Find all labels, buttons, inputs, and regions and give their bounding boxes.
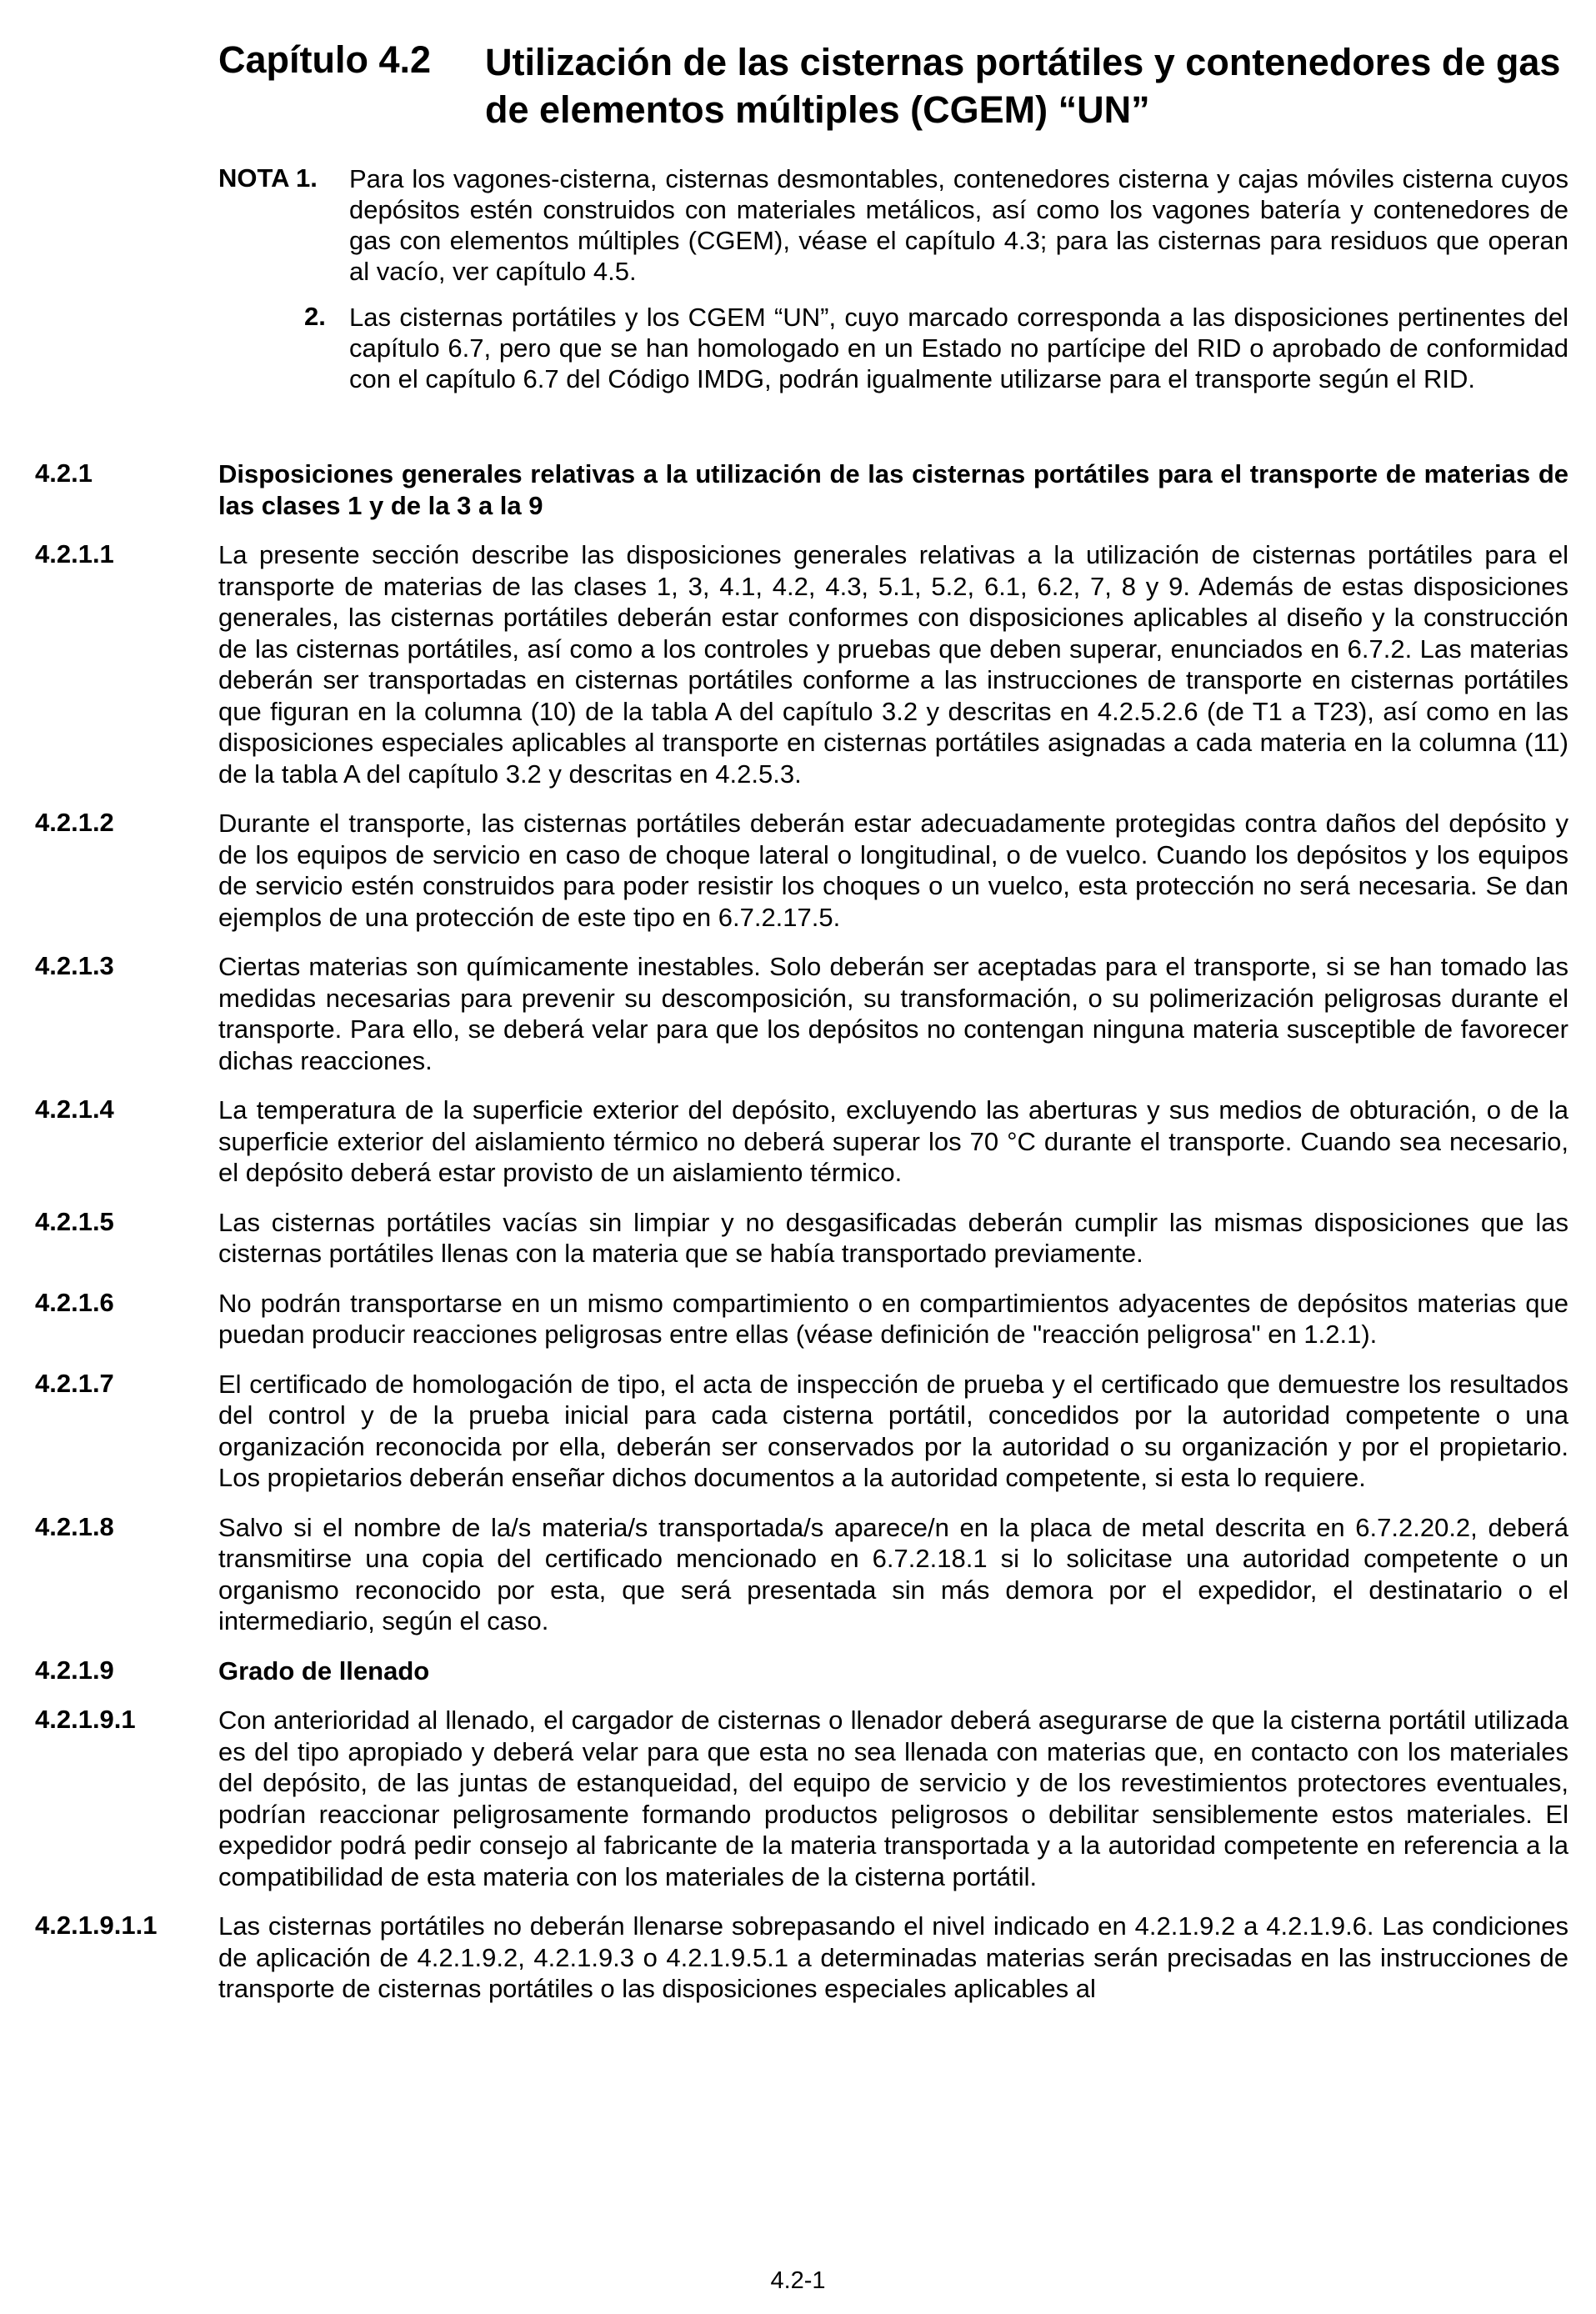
section-heading: Grado de llenado bbox=[218, 1655, 430, 1685]
section-number: 4.2.1.6 bbox=[35, 1287, 114, 1317]
section-number: 4.2.1.3 bbox=[35, 951, 114, 980]
section-4-2-1-2 bbox=[35, 808, 1568, 933]
notes-block bbox=[218, 163, 1568, 409]
section-4-2-1-9-1-1 bbox=[35, 1911, 1568, 2005]
section-4-2-1-3 bbox=[35, 951, 1568, 1076]
section-text: No podrán transportarse en un mismo compartimiento o en compartimientos adyacentes de depósitos materias que puedan producir reacciones peligrosas entre ellas (véase definición de "reacción peligrosa" en 1.2.1). bbox=[218, 1288, 1568, 1349]
section-number: 4.2.1.1 bbox=[35, 539, 114, 568]
note-label: 2. bbox=[304, 302, 326, 331]
section-text: Salvo si el nombre de la/s materia/s transportada/s aparece/n en la placa de metal descrita en 6.7.2.20.2, deberá transmitirse una copia del certificado mencionado en 6.7.2.18.1 si lo solicitase una autoridad competente o un organismo reconocido por esta, que será presentada sin más demora por el expedidor, el destinatario o el intermediario, según el caso. bbox=[218, 1512, 1568, 1635]
section-number: 4.2.1.9.1 bbox=[35, 1705, 136, 1734]
section-4-2-1-6 bbox=[35, 1288, 1568, 1350]
section-4-2-1 bbox=[35, 458, 1568, 521]
sections-list bbox=[35, 458, 1568, 2023]
chapter-title: Utilización de las cisternas portátiles y contenedores de gas de elementos múltiples (CGEM) “UN” bbox=[485, 41, 1561, 131]
section-text: Las cisternas portátiles no deberán llenarse sobrepasando el nivel indicado en 4.2.1.9.2 a 4.2.1.9.6. Las condiciones de aplicación de 4.2.1.9.2, 4.2.1.9.3 o 4.2.1.9.5.1 a determinadas materias serán precisadas en las instrucciones de transporte de cisternas portátiles o las disposiciones especiales aplicables al bbox=[218, 1911, 1568, 2003]
section-text: Durante el transporte, las cisternas portátiles deberán estar adecuadamente protegidas contra daños del depósito y de los equipos de servicio en caso de choque lateral o longitudinal, o de vuelco. Cuando los depósitos y los equipos de servicio estén construidos para poder resistir los choques o un vuelco, esta protección no será necesaria. Se dan ejemplos de una protección de este tipo en 6.7.2.17.5. bbox=[218, 809, 1568, 932]
section-text: La temperatura de la superficie exterior del depósito, excluyendo las aberturas y sus medios de obturación, o de la superficie exterior del aislamiento térmico no deberá superar los 70 °C durante el transporte. Cuando sea necesario, el depósito deberá estar provisto de un aislamiento térmico. bbox=[218, 1095, 1568, 1187]
section-4-2-1-5 bbox=[35, 1207, 1568, 1270]
section-number: 4.2.1.5 bbox=[35, 1206, 114, 1236]
note-item bbox=[218, 302, 1568, 394]
chapter-number: Capítulo 4.2 bbox=[218, 38, 432, 81]
note-item bbox=[218, 163, 1568, 287]
section-text: La presente sección describe las disposiciones generales relativas a la utilización de cisternas portátiles para el transporte de materias de las clases 1, 3, 4.1, 4.2, 4.3, 5.1, 5.2, 6.1, 6.2, 7, 8 y 9. Además de estas disposiciones generales, las cisternas portátiles deberán estar conformes con disposiciones aplicables al diseño y la construcción de las cisternas portátiles, así como a los controles y pruebas que deben superar, enunciados en 6.7.2. Las materias deberán ser transportadas en cisternas portátiles conforme a las instrucciones de transporte en cisternas portátiles que figuran en la columna (10) de la tabla A del capítulo 3.2 y descritas en 4.2.5.2.6 (de T1 a T23), así como en las disposiciones especiales aplicables al transporte en cisternas portátiles asignadas a cada materia en la columna (11) de la tabla A del capítulo 3.2 y descritas en 4.2.5.3. bbox=[218, 540, 1568, 789]
page-number: 4.2-1 bbox=[770, 2267, 826, 2294]
section-4-2-1-9-1 bbox=[35, 1705, 1568, 1892]
section-number: 4.2.1.9.1.1 bbox=[35, 1911, 158, 1940]
section-text: Con anterioridad al llenado, el cargador de cisternas o llenador deberá asegurarse de que la cisterna portátil utilizada es del tipo apropiado y deberá velar para que esta no sea llenada con materias que, en contacto con los materiales del depósito, de las juntas de estanqueidad, del equipo de servicio y de los revestimientos protectores eventuales, podrían reaccionar peligrosamente formando productos peligrosos o debilitar sensiblemente estos materiales. El expedidor podrá pedir consejo al fabricante de la materia transportada y a la autoridad competente en referencia a la compatibilidad de esta materia con los materiales de la cisterna portátil. bbox=[218, 1705, 1568, 1891]
section-heading: Disposiciones generales relativas a la utilización de las cisternas portátiles para el transporte de materias de las clases 1 y de la 3 a la 9 bbox=[218, 459, 1568, 520]
section-text: Las cisternas portátiles vacías sin limpiar y no desgasificadas deberán cumplir las mismas disposiciones que las cisternas portátiles llenas con la materia que se había transportado previamente. bbox=[218, 1207, 1568, 1268]
note-text: Las cisternas portátiles y los CGEM “UN”, cuyo marcado corresponda a las disposiciones pertinentes del capítulo 6.7, pero que se han homologado en un Estado no partícipe del RID o aprobado de conformidad con el capítulo 6.7 del Código IMDG, podrán igualmente utilizarse para el transporte según el RID. bbox=[349, 303, 1568, 393]
section-4-2-1-8 bbox=[35, 1512, 1568, 1637]
section-number: 4.2.1.4 bbox=[35, 1094, 114, 1124]
section-number: 4.2.1.7 bbox=[35, 1368, 114, 1398]
section-4-2-1-9 bbox=[35, 1655, 1568, 1687]
section-4-2-1-1 bbox=[35, 539, 1568, 789]
section-number: 4.2.1 bbox=[35, 458, 93, 488]
section-number: 4.2.1.2 bbox=[35, 808, 114, 837]
note-text: Para los vagones-cisterna, cisternas desmontables, contenedores cisterna y cajas móviles cisterna cuyos depósitos estén construidos con materiales metálicos, así como los vagones batería y contenedores de gas con elementos múltiples (CGEM), véase el capítulo 4.3; para las cisternas para residuos que operan al vacío, ver capítulo 4.5. bbox=[349, 164, 1568, 286]
section-4-2-1-7 bbox=[35, 1369, 1568, 1494]
section-text: El certificado de homologación de tipo, el acta de inspección de prueba y el certificado que demuestre los resultados del control y de la prueba inicial para cada cisterna portátil, concedidos por la autoridad competente o una organización reconocida por ella, deberán ser conservados por la autoridad o su organización y por el propietario. Los propietarios deberán enseñar dichos documentos a la autoridad competente, si esta lo requiere. bbox=[218, 1369, 1568, 1492]
section-4-2-1-4 bbox=[35, 1094, 1568, 1189]
note-label: NOTA 1. bbox=[218, 163, 318, 193]
section-text: Ciertas materias son químicamente inestables. Solo deberán ser aceptadas para el transporte, si se han tomado las medidas necesarias para prevenir su descomposición, su transformación, o su polimerización peligrosas durante el transporte. Para ello, se deberá velar para que los depósitos no contengan ninguna materia susceptible de favorecer dichas reacciones. bbox=[218, 952, 1568, 1075]
section-number: 4.2.1.8 bbox=[35, 1511, 114, 1541]
section-number: 4.2.1.9 bbox=[35, 1655, 114, 1685]
